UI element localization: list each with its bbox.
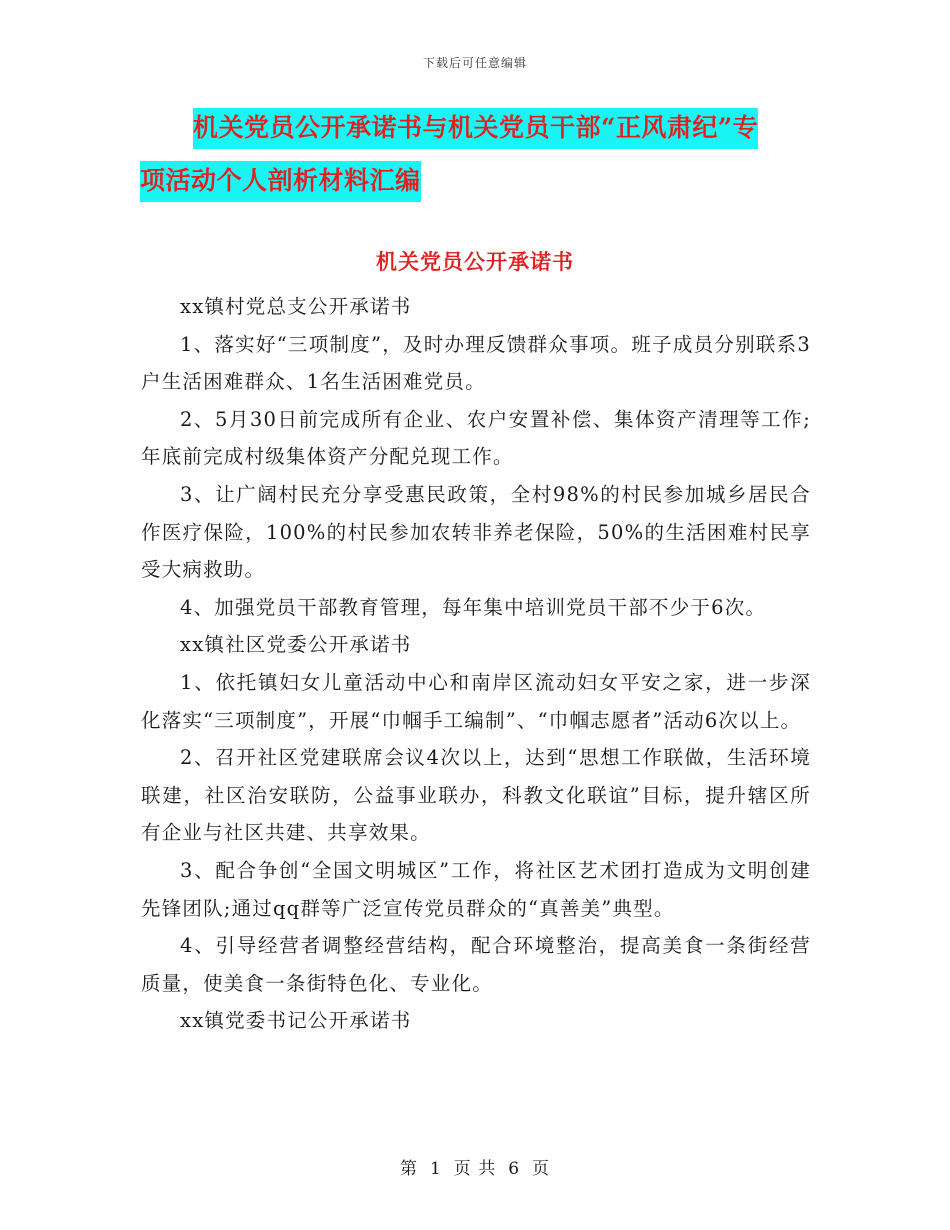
footer-prefix: 第: [399, 1159, 418, 1179]
document-title: [140, 108, 820, 202]
section-title: 机关党员公开承诺书: [376, 249, 574, 274]
page-footer: [0, 1154, 950, 1179]
document-body: [141, 288, 811, 1040]
paragraph: 4、加强党员干部教育管理，每年集中培训党员干部不少于6次。: [180, 595, 767, 619]
paragraph: 1、依托镇妇女儿童活动中心和南岸区流动妇女平安之家，进一步深化落实“三项制度”，开展“巾帼手工编制”、“巾帼志愿者”活动6次以上。: [141, 670, 811, 732]
paragraph: 2、5月30日前完成所有企业、农户安置补偿、集体资产清理等工作;年底前完成村级集体资产分配兑现工作。: [141, 407, 811, 469]
footer-suffix: 页: [532, 1159, 551, 1179]
header-note: 下载后可任意编辑: [422, 56, 527, 70]
page-number: 1: [429, 1159, 442, 1179]
title-line-2: 项活动个人剖析材料汇编: [140, 161, 421, 202]
paragraph-community-heading: xx镇社区党委公开承诺书: [180, 633, 412, 657]
paragraph-village-heading: xx镇村党总支公开承诺书: [180, 295, 412, 318]
paragraph: 4、引导经营者调整经营结构，配合环境整治，提高美食一条街经营质量，使美食一条街特色化、专业化。: [141, 934, 811, 995]
title-line-1: 机关党员公开承诺书与机关党员干部“正风肃纪”专: [193, 108, 758, 149]
paragraph: 3、配合争创“全国文明城区”工作，将社区艺术团打造成为文明创建先锋团队;通过qq群等广泛宣传党员群众的“真善美”典型。: [141, 858, 811, 920]
total-pages: 6: [508, 1159, 521, 1179]
paragraph-secretary-heading: xx镇党委书记公开承诺书: [180, 1009, 412, 1033]
footer-mid: 页 共: [453, 1159, 497, 1179]
paragraph: 3、让广阔村民充分享受惠民政策，全村98%的村民参加城乡居民合作医疗保险，100%的村民参加农转非养老保险，50%的生活困难村民享受大病救助。: [141, 482, 811, 582]
paragraph: 1、落实好“三项制度”，及时办理反馈群众事项。班子成员分别联系3户生活困难群众、1名生活困难党员。: [141, 332, 811, 394]
paragraph: 2、召开社区党建联席会议4次以上，达到“思想工作联做，生活环境联建，社区治安联防，公益事业联办，科教文化联谊”目标，提升辖区所有企业与社区共建、共享效果。: [141, 746, 811, 845]
